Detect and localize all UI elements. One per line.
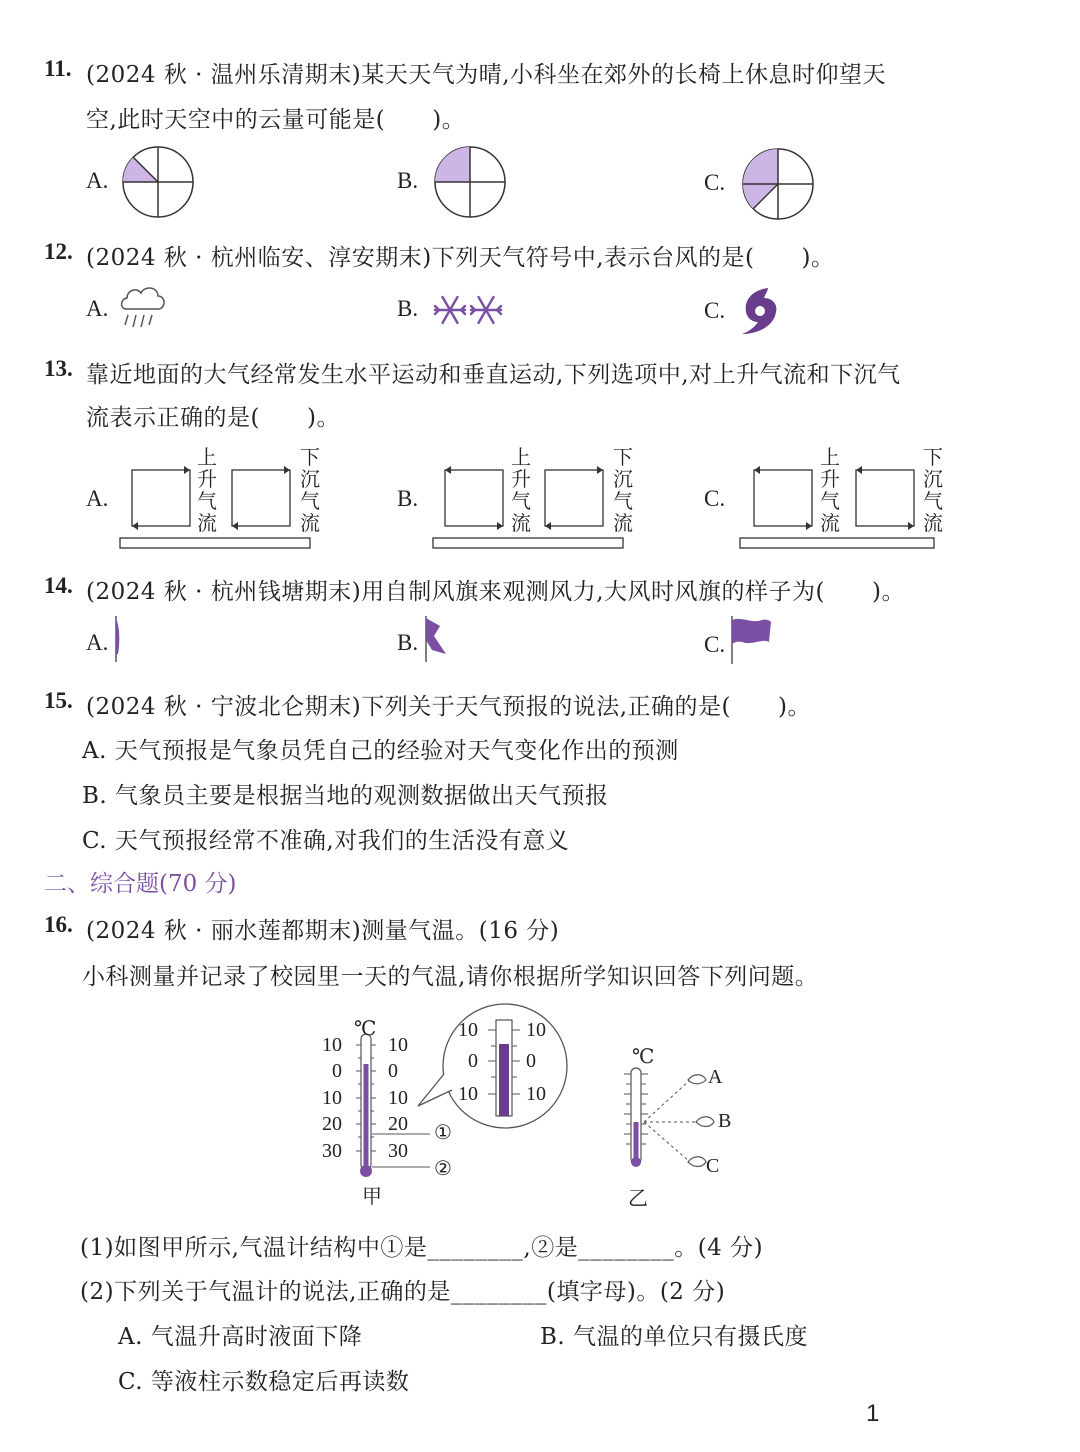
q15-stem: (2024 秋 · 宁波北仑期末)下列关于天气预报的说法,正确的是( )。 (86, 694, 811, 720)
zoom-left-tick-label: 0 (468, 1050, 478, 1072)
jia-left-tick-label: 10 (322, 1034, 342, 1056)
q16-number: 16. (44, 912, 73, 937)
jia-left-tick-label: 30 (322, 1140, 342, 1162)
eye-position-c: C (706, 1155, 720, 1177)
q14-number: 14. (44, 573, 73, 598)
zoom-left-tick-label: 10 (458, 1019, 478, 1041)
zoom-right-tick-label: 0 (526, 1050, 536, 1072)
q14-stem: (2024 秋 · 杭州钱塘期末)用自制风旗来观测风力,大风时风旗的样子为( )。 (86, 579, 905, 605)
q16-stem-line2: 小科测量并记录了校园里一天的气温,请你根据所学知识回答下列问题。 (82, 964, 819, 990)
q13-a-up-label: 上升气流 (197, 445, 217, 535)
page-number: 1 (866, 1400, 880, 1427)
q11-option-b-label[interactable]: B. (397, 168, 419, 193)
snowflakes-icon[interactable] (432, 290, 506, 330)
q16-subquestion-2[interactable]: (2)下列关于气温计的说法,正确的是________(填字母)。(2 分) (80, 1279, 726, 1305)
q11-cloud-cover-c-icon[interactable] (740, 146, 816, 222)
zoom-right-tick-label: 10 (526, 1019, 546, 1041)
zoom-right-tick-label: 10 (526, 1083, 546, 1105)
figure-label-jia: 甲 (362, 1186, 382, 1208)
q13-option-c-label[interactable]: C. (704, 486, 726, 511)
q14-option-b-label[interactable]: B. (397, 630, 419, 655)
q11-stem-line1: (2024 秋 · 温州乐清期末)某天天气为晴,小科坐在郊外的长椅上休息时仰望天 (86, 62, 887, 88)
flag-half-icon[interactable] (420, 614, 456, 664)
flag-limp-icon[interactable] (108, 614, 128, 664)
figure-label-yi: 乙 (628, 1188, 648, 1210)
q13-c-down-label: 下沉气流 (923, 445, 943, 535)
q16-subquestion-1[interactable]: (1)如图甲所示,气温计结构中①是________,②是________。(4 分) (80, 1235, 764, 1261)
q13-stem-line2: 流表示正确的是( )。 (86, 405, 340, 431)
jia-right-tick-label: 10 (388, 1087, 408, 1109)
q13-c-up-label: 上升气流 (820, 445, 840, 535)
jia-right-tick-label: 30 (388, 1140, 408, 1162)
marker-2: ② (434, 1158, 452, 1180)
q13-option-b-label[interactable]: B. (397, 486, 419, 511)
q16-sub2-option-b[interactable]: B. 气温的单位只有摄氏度 (540, 1324, 809, 1350)
q13-a-down-label: 下沉气流 (300, 445, 320, 535)
marker-1: ① (434, 1122, 452, 1144)
thermometer-jia-figure (340, 1014, 580, 1204)
q14-option-c-label[interactable]: C. (704, 632, 726, 657)
q11-stem-line2: 空,此时天空中的云量可能是( )。 (86, 107, 466, 133)
rain-cloud-icon[interactable] (118, 283, 170, 331)
jia-right-tick-label: 20 (388, 1113, 408, 1135)
typhoon-icon[interactable] (738, 284, 784, 336)
q16-sub2-option-a[interactable]: A. 气温升高时液面下降 (118, 1324, 363, 1350)
jia-right-tick-label: 10 (388, 1034, 408, 1056)
thermometer-yi-unit: ℃ (632, 1046, 655, 1068)
jia-right-tick-label: 0 (388, 1060, 398, 1082)
q12-number: 12. (44, 239, 73, 264)
section-2-heading: 二、综合题(70 分) (44, 871, 237, 897)
q14-option-a-label[interactable]: A. (86, 630, 109, 655)
q13-number: 13. (44, 356, 73, 381)
q15-option-c[interactable]: C. 天气预报经常不准确,对我们的生活没有意义 (82, 828, 570, 854)
q15-option-a[interactable]: A. 天气预报是气象员凭自己的经验对天气变化作出的预测 (82, 738, 679, 764)
q15-option-b[interactable]: B. 气象员主要是根据当地的观测数据做出天气预报 (82, 783, 609, 809)
q11-cloud-cover-a-icon[interactable] (120, 144, 196, 220)
q12-option-a-label[interactable]: A. (86, 296, 109, 321)
q16-sub2-option-c[interactable]: C. 等液柱示数稳定后再读数 (118, 1369, 410, 1395)
q11-option-a-label[interactable]: A. (86, 168, 109, 193)
q11-number: 11. (44, 56, 72, 81)
q13-b-down-label: 下沉气流 (613, 445, 633, 535)
q16-stem-line1: (2024 秋 · 丽水莲都期末)测量气温。(16 分) (86, 918, 560, 944)
jia-left-tick-label: 10 (322, 1087, 342, 1109)
flag-full-icon[interactable] (728, 614, 776, 666)
jia-left-tick-label: 20 (322, 1113, 342, 1135)
q15-number: 15. (44, 688, 73, 713)
q13-stem-line1: 靠近地面的大气经常发生水平运动和垂直运动,下列选项中,对上升气流和下沉气 (86, 362, 901, 388)
jia-left-tick-label: 0 (332, 1060, 342, 1082)
q13-option-a-label[interactable]: A. (86, 486, 109, 511)
q12-option-c-label[interactable]: C. (704, 298, 726, 323)
zoom-left-tick-label: 10 (458, 1083, 478, 1105)
q12-stem: (2024 秋 · 杭州临安、淳安期末)下列天气符号中,表示台风的是( )。 (86, 245, 835, 271)
q11-cloud-cover-b-icon[interactable] (432, 144, 508, 220)
q13-b-up-label: 上升气流 (511, 445, 531, 535)
eye-position-a: A (708, 1066, 723, 1088)
q12-option-b-label[interactable]: B. (397, 296, 419, 321)
q11-option-c-label[interactable]: C. (704, 170, 726, 195)
eye-position-b: B (718, 1110, 732, 1132)
thermometer-jia-unit: ℃ (354, 1018, 377, 1040)
